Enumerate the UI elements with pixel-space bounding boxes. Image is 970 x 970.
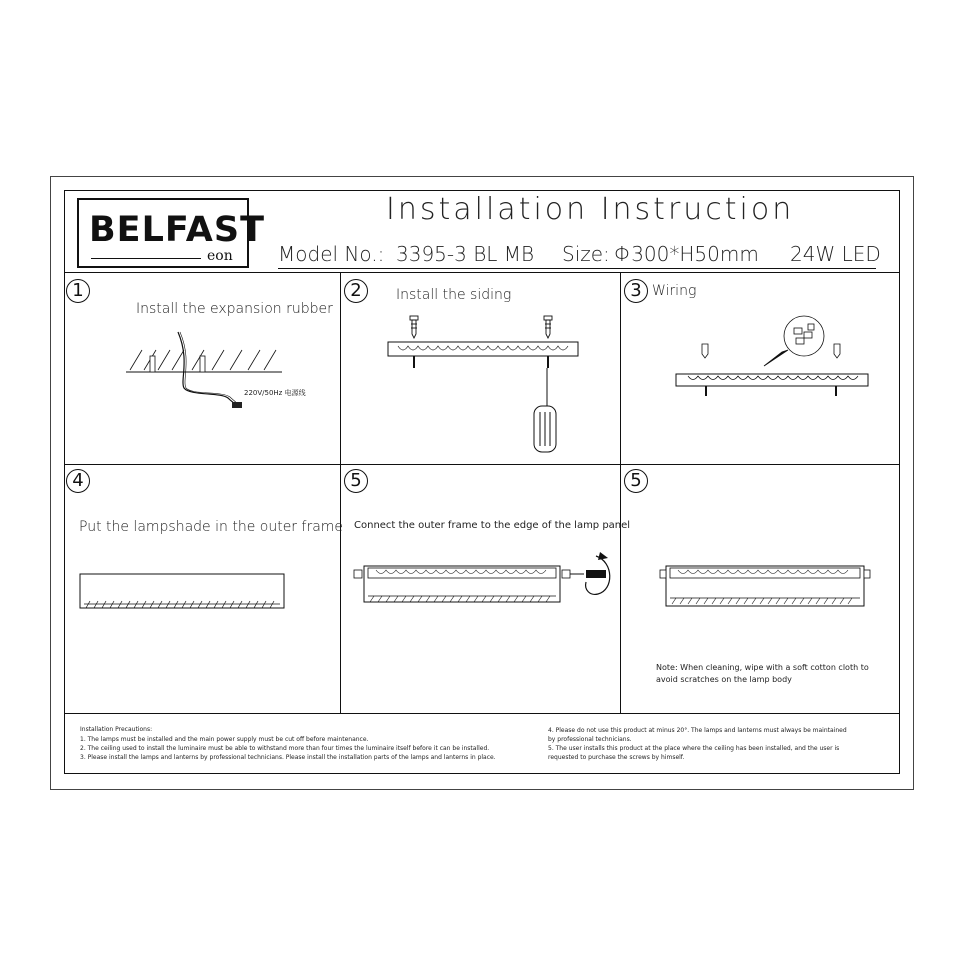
assembled-lamp-diagram (660, 562, 882, 610)
grid-divider-bottom (64, 713, 900, 714)
model-value: 3395-3 BL MB (396, 242, 535, 266)
precaution-item: 1. The lamps must be installed and the main power supply must be cut off before maintenance. (80, 736, 369, 743)
instruction-frame (64, 190, 900, 774)
grid-divider-col1 (340, 272, 341, 713)
step-label: Install the siding (396, 287, 512, 303)
step-number: 3 (624, 279, 648, 303)
lampshade-diagram (80, 574, 290, 610)
grid-divider-col2 (620, 272, 621, 713)
logo-underline (91, 258, 201, 259)
precaution-item: 5. The user installs this product at the place where the ceiling has been installed, and the user is (548, 745, 840, 752)
step-label: Put the lampshade in the outer frame (79, 519, 344, 535)
wiring-diagram (676, 300, 876, 400)
size-value: Φ300*H50mm (614, 242, 759, 266)
size-label: Size: (562, 242, 610, 266)
precautions-heading: Installation Precautions: (80, 726, 153, 733)
precaution-item: requested to purchase the screws by himself. (548, 754, 685, 761)
step-label: Install the expansion rubber (136, 301, 333, 317)
power-rating: 24W LED (790, 242, 881, 266)
precaution-item: by professional technicians. (548, 736, 632, 743)
page-title: Installation Instruction (386, 192, 795, 227)
logo-sub-text: eon (207, 248, 233, 264)
cleaning-note: Note: When cleaning, wipe with a soft cotton cloth to avoid scratches on the lamp body (656, 663, 869, 684)
grid-divider-middle (64, 464, 900, 465)
logo-main-text: BELFAST (89, 210, 265, 250)
cable-label: 220V/50Hz 电源线 (244, 389, 306, 397)
step-number: 1 (66, 279, 90, 303)
grid-divider-top (64, 272, 900, 273)
model-label: Model No.: (278, 242, 385, 266)
frame-connection-diagram (352, 552, 618, 608)
siding-installation-diagram (386, 312, 586, 457)
step-label: Connect the outer frame to the edge of the lamp panel (354, 520, 631, 531)
model-info-row (278, 240, 881, 269)
precaution-item: 3. Please install the lamps and lanterns by professional technicians. Please install the installation parts of the lamps and lanterns in place. (80, 754, 496, 761)
precaution-item: 4. Please do not use this product at minus 20°. The lamps and lanterns must always be maintained (548, 727, 847, 734)
brand-logo (77, 198, 265, 268)
step-number: 5 (624, 469, 648, 493)
step-number: 4 (66, 469, 90, 493)
precaution-item: 2. The ceiling used to install the luminaire must be able to withstand more than four times the luminaire itself before it can be installed. (80, 745, 490, 752)
step-label: Wiring (652, 283, 697, 299)
ceiling-expansion-diagram (120, 340, 300, 420)
step-number: 5 (344, 469, 368, 493)
step-number: 2 (344, 279, 368, 303)
